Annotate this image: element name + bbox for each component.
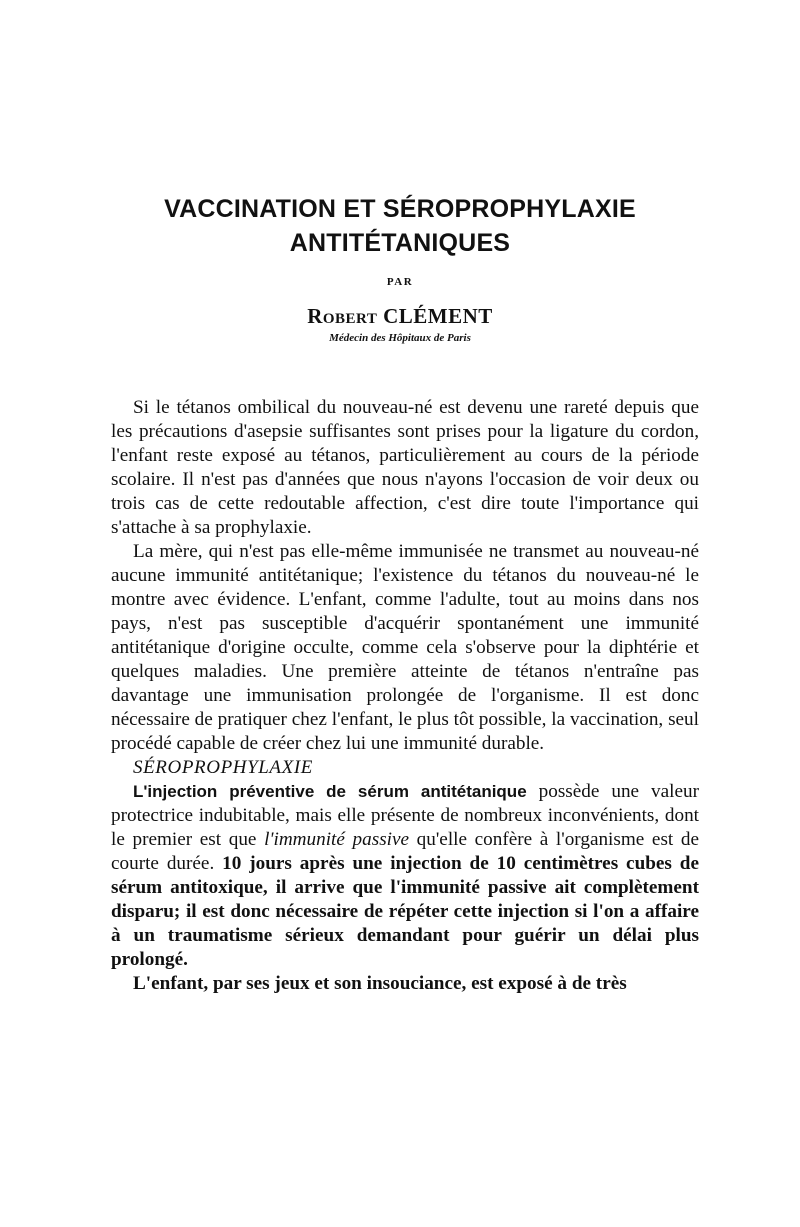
author-name bbox=[0, 304, 800, 329]
section-heading: SÉROPROPHYLAXIE bbox=[133, 757, 313, 778]
article-title bbox=[0, 192, 800, 260]
byline-par: PAR bbox=[386, 276, 414, 288]
paragraph-3-italic: l'immunité passive bbox=[264, 829, 410, 850]
author-last-name: CLÉMENT bbox=[383, 304, 493, 328]
paragraph-1: Si le tétanos ombilical du nouveau-né est devenu une rareté depuis que les précautions d'asepsie suffisantes sont prises pour la ligature du cordon, l'enfant reste exposé au tétanos, particulièrement au cours de la période scolaire. Il n'est pas d'années que nous n'ayons l'occasion de voir deux ou trois cas de cette redoutable affection, c'est dire toute l'importance qui s'attache à sa prophylaxie. bbox=[111, 397, 699, 538]
paragraph-3-part-b: qu'elle confère à l'organisme est de courte durée. bbox=[111, 829, 699, 874]
paragraph-4: L'enfant, par ses jeux et son insouciance, est exposé à de très bbox=[133, 973, 627, 994]
article-body bbox=[111, 396, 699, 996]
author-first-name: Robert bbox=[307, 304, 378, 328]
paragraph-3-part-a: possède une valeur protectrice indubitable, mais elle présente de nombreux inconvénients, dont le premier est que bbox=[111, 781, 699, 850]
paragraph-2: La mère, qui n'est pas elle-même immunisée ne transmet au nouveau-né aucune immunité antitétanique; l'existence du tétanos du nouveau-né le montre avec évidence. L'enfant, comme l'adulte, tout au moins dans nos pays, n'est pas susceptible d'acquérir spontanément une immunité antitétanique d'origine occulte, comme cela s'observe pour la diphtérie et quelques maladies. Une première atteinte de tétanos n'entraîne pas davantage une immunisation prolongée de l'organisme. Il est donc nécessaire de pratiquer chez l'enfant, le plus tôt possible, la vaccination, seul procédé capable de créer chez lui une immunité durable. bbox=[111, 541, 699, 754]
title-line-1: VACCINATION ET SÉROPROPHYLAXIE bbox=[164, 195, 636, 223]
author-affiliation: Médecin des Hôpitaux de Paris bbox=[329, 332, 471, 344]
title-line-2: ANTITÉTANIQUES bbox=[289, 229, 511, 257]
paragraph-3-lead: L'injection préventive de sérum antitétanique bbox=[133, 782, 527, 801]
paragraph-3-bold: 10 jours après une injection de 10 centimètres cubes de sérum antitoxique, il arrive que l'immunité passive ait complètement disparu; il est donc nécessaire de répéter cette injection si l'on a affaire à un traumatisme sérieux demandant pour guérir un délai plus prolongé. bbox=[111, 853, 699, 970]
paragraph-3 bbox=[111, 780, 699, 972]
